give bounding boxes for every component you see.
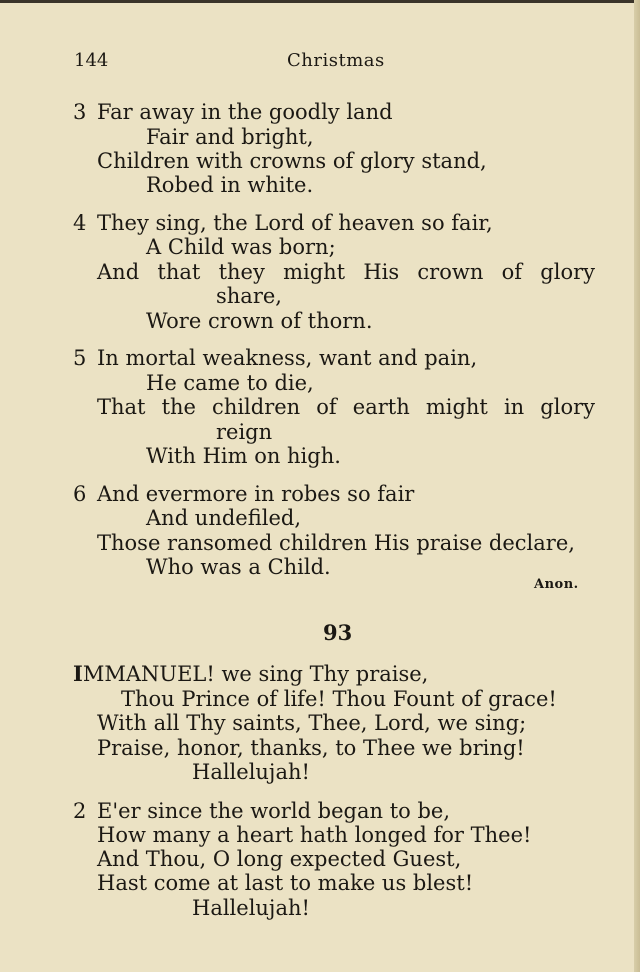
verse-line: share, bbox=[216, 284, 282, 308]
verse-line: Hallelujah! bbox=[192, 760, 310, 784]
attribution: Anon. bbox=[534, 577, 579, 592]
verse-line: Praise, honor, thanks, to Thee we bring! bbox=[97, 736, 525, 760]
verse-line: And undefiled, bbox=[146, 506, 301, 530]
page-header bbox=[0, 50, 640, 76]
verse-line: And that they might His crown of glory bbox=[97, 260, 595, 284]
verse-line: He came to die, bbox=[146, 371, 314, 395]
verse-line: And Thou, O long expected Guest, bbox=[97, 847, 462, 871]
verse-line: Thou Prince of life! Thou Fount of grace! bbox=[121, 687, 557, 711]
verse-line: Children with crowns of glory stand, bbox=[97, 149, 487, 173]
verse-number: 2 bbox=[73, 799, 87, 823]
verse-line: Hast come at last to make us blest! bbox=[97, 871, 474, 895]
verse-line: Wore crown of thorn. bbox=[146, 309, 373, 333]
page-top-edge bbox=[0, 0, 640, 3]
verse-line: A Child was born; bbox=[146, 235, 336, 259]
verse-number: 6 bbox=[73, 482, 87, 506]
verse-line: Hallelujah! bbox=[192, 896, 310, 920]
verse-line: With all Thy saints, Thee, Lord, we sing; bbox=[97, 711, 527, 735]
verse-line: reign bbox=[216, 420, 273, 444]
running-title: Christmas bbox=[287, 50, 385, 71]
verse-line: Fair and bright, bbox=[146, 125, 314, 149]
page-right-edge bbox=[634, 0, 640, 972]
verse-line: Robed in white. bbox=[146, 173, 314, 197]
verse-line: With Him on high. bbox=[146, 444, 341, 468]
page-number: 144 bbox=[74, 50, 109, 71]
verse-line: In mortal weakness, want and pain, bbox=[97, 346, 478, 370]
verse-line bbox=[73, 662, 428, 686]
verse-line: Far away in the goodly land bbox=[97, 100, 393, 124]
verse-number: 3 bbox=[73, 100, 87, 124]
first-line-text: MMANUEL! we sing Thy praise, bbox=[82, 662, 429, 686]
drop-cap: I bbox=[73, 661, 83, 686]
verse-line: How many a heart hath longed for Thee! bbox=[97, 823, 532, 847]
verse-number: 4 bbox=[73, 211, 87, 235]
verse-line: They sing, the Lord of heaven so fair, bbox=[97, 211, 493, 235]
verse-number: 5 bbox=[73, 346, 87, 370]
verse-line: And evermore in robes so fair bbox=[97, 482, 415, 506]
verse-line: That the children of earth might in glory bbox=[97, 395, 595, 419]
verse-line: Those ransomed children His praise declare, bbox=[97, 531, 575, 555]
verse-line: E'er since the world began to be, bbox=[97, 799, 451, 823]
verse-line: Who was a Child. bbox=[146, 555, 331, 579]
hymn-number: 93 bbox=[323, 620, 353, 645]
